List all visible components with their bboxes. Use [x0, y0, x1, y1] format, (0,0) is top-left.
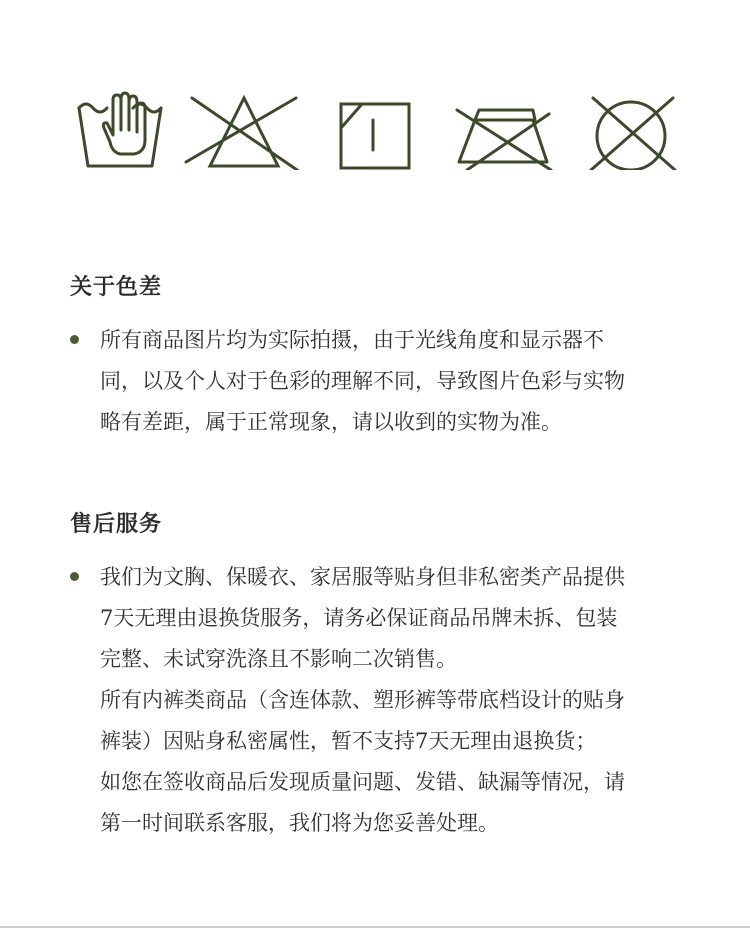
text-line: 如您在签收商品后发现质量问题、发错、缺漏等情况，请: [100, 770, 625, 794]
text-line: 略有差距，属于正常现象，请以收到的实物为准。: [100, 410, 562, 434]
text-line: 所有内裤类商品（含连体款、塑形裤等带底档设计的贴身: [100, 688, 625, 712]
text-line: 7天无理由退换货服务，请务必保证商品吊牌未拆、包装: [100, 606, 618, 630]
after-sales-text: [100, 557, 700, 844]
bullet-dot: [70, 335, 79, 344]
do-not-iron-icon: [455, 90, 555, 170]
text-line: 所有商品图片均为实际拍摄，由于光线角度和显示器不: [100, 328, 604, 352]
text-line: 第一时间联系客服，我们将为您妥善处理。: [100, 811, 499, 835]
line-dry-icon: [338, 90, 414, 170]
hand-wash-icon: [76, 90, 166, 170]
bullet-dot: [70, 572, 79, 581]
text-line: 完整、未试穿洗涤且不影响二次销售。: [100, 647, 457, 671]
after-sales-title: 售后服务: [70, 511, 163, 537]
text-line: 同，以及个人对于色彩的理解不同，导致图片色彩与实物: [100, 369, 625, 393]
color-difference-title: 关于色差: [70, 274, 163, 300]
do-not-dry-clean-icon: [587, 90, 677, 170]
color-difference-text: [100, 320, 700, 443]
text-line: 裤装）因贴身私密属性，暂不支持7天无理由退换货；: [100, 729, 597, 753]
do-not-bleach-icon: [184, 90, 304, 170]
care-symbols-row: [0, 0, 750, 200]
text-line: 我们为文胸、保暖衣、家居服等贴身但非私密类产品提供: [100, 565, 625, 589]
divider: [0, 926, 750, 928]
